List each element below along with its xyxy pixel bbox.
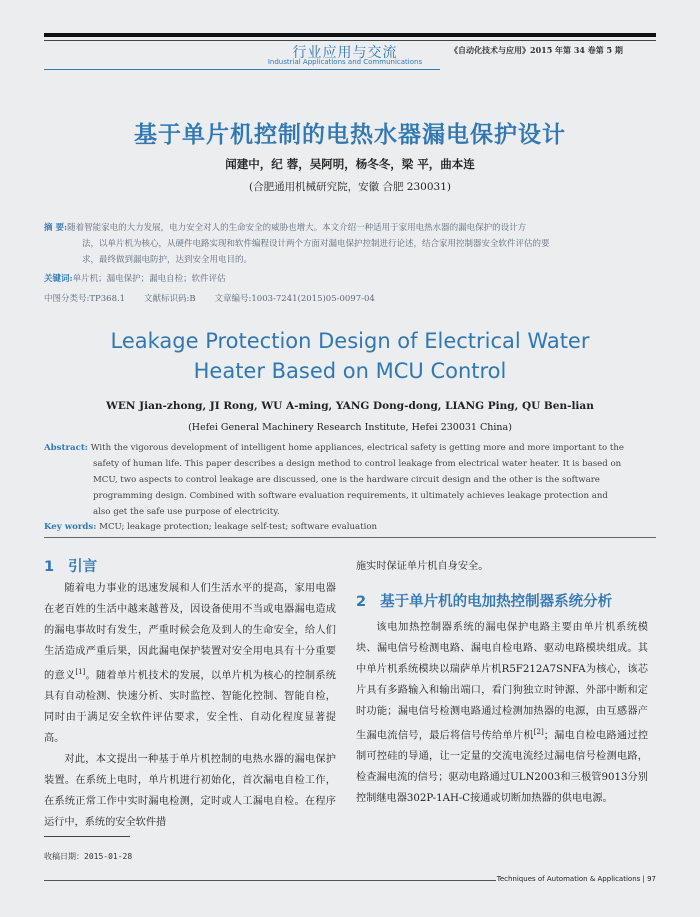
affiliation-en: (Hefei General Machinery Research Institute, Hefei 230031 China) <box>188 422 512 433</box>
abstract-en-label: Abstract: <box>44 443 88 453</box>
affiliation-cn: (合肥通用机械研究院，安徽 合肥 230031) <box>249 181 451 193</box>
header-top-bar <box>44 33 656 37</box>
section-number: 2 <box>356 594 367 610</box>
abstract-cn-line: 求，最终做到漏电防护，达到安全用电目的。 <box>82 255 253 265</box>
column-right <box>356 556 648 809</box>
section-number: 1 <box>44 559 55 575</box>
paper-title-en-line: Leakage Protection Design of Electrical Water <box>110 329 590 353</box>
column-subtitle: Industrial Applications and Communications <box>267 58 423 66</box>
header-top-rule <box>44 40 656 41</box>
body-paragraph <box>44 578 336 749</box>
header-sub-rule <box>44 69 440 70</box>
keywords-en-text: MCU; leakage protection; leakage self-test; software evaluation <box>99 522 378 532</box>
citation-ref: [1] <box>75 668 86 676</box>
body-paragraph: 施实时保证单片机自身安全。 <box>356 561 489 572</box>
keywords-en-label: Key words: <box>44 522 97 532</box>
abstract-divider <box>44 537 656 538</box>
keywords-cn-label: 关键词: <box>44 274 73 284</box>
abstract-en-line: safety of human life. This paper describes a design method to control leakage from electrical water heater. It is based on <box>93 459 622 469</box>
keywords-en <box>44 522 656 532</box>
abstract-cn-label: 摘 要: <box>44 223 68 233</box>
body-paragraph: 对此，本文提出一种基于单片机控制的电热水器的漏电保护装置。在系统上电时，单片机进行初始化，首次漏电自检工作，在系统正常工作中实时漏电检测，定时或人工漏电自检。在程序运行中，系统的安全软件措 <box>44 754 336 829</box>
abstract-en-line: programming design. Combined with software evaluation requirements, it ultimately achieves leakage protection and <box>93 491 608 501</box>
footer-rule <box>44 880 496 881</box>
paper-title-cn: 基于单片机控制的电热水器漏电保护设计 <box>134 122 566 148</box>
column-title: 行业应用与交流 <box>292 45 398 61</box>
footnote-rule <box>44 836 130 837</box>
section-title: 引言 <box>68 559 98 575</box>
page-footer: Techniques of Automation & Applications | 97 <box>496 875 656 883</box>
received-date: 收稿日期：2015-01-28 <box>44 852 133 861</box>
abstract-en <box>44 440 656 520</box>
abstract-cn-line: 法，以单片机为核心，从硬件电路实现和软件编程设计两个方面对漏电保护控制进行论述，结合家用控制器安全软件评估的要 <box>82 239 550 249</box>
authors-cn: 闻建中，纪 蓉，吴阿明，杨冬冬，梁 平，曲本连 <box>225 157 475 171</box>
paper-title-en-line: Heater Based on MCU Control <box>193 359 507 383</box>
body-paragraph <box>356 617 648 809</box>
keywords-cn <box>44 272 226 284</box>
body-text: 随着电力事业的迅速发展和人们生活水平的提高，家用电器在老百姓的生活中越来越普及，因设备使用不当或电器漏电造成的漏电事故时有发生，严重时候会危及到人的生命安全，给人们生活造成严重后果，因此漏电保护装置对安全用电具有十分重要的意义 <box>44 583 336 682</box>
body-text: 。随着单片机技术的发展，以单片机为核心的控制系统具有自动检测、快速分析、实时监控、智能化控制、智能自检，同时由于满足安全软件评估要求，安全性、自动化程度显著提高。 <box>44 670 336 745</box>
abstract-cn <box>44 220 656 268</box>
column-left <box>44 556 336 833</box>
body-text: ；漏电自检电路通过控制可控硅的导通，让一定量的交流电流经过漏电信号检测电路，检查漏电流的信号；驱动电路通过ULN2003和三极管9013分别控制继电器302P-1AH-C接通或切断加热器的供电电源。 <box>356 730 649 805</box>
abstract-en-line: MCU, two aspects to control leakage are discussed, one is the hardware circuit design and the other is the software <box>93 475 600 485</box>
body-text: 该电加热控制器系统的漏电保护电路主要由单片机系统模块、漏电信号检测电路、漏电自检电路、驱动电路模块组成。其中单片机系统模块以瑞萨单片机R5F212A7SNFA为核心，该芯片具有多路输入和输出端口，看门狗独立时钟源、外部中断和定时功能；漏电信号检测电路通过检测加热器的电源，由互感器产生漏电流信号，最后将信号传给单片机 <box>356 622 648 742</box>
citation-ref: [2] <box>533 728 544 736</box>
abstract-en-line: also get the safe use purpose of electricity. <box>93 507 280 517</box>
classification-cn: 中图分类号:TP368.1 文献标识码:B 文章编号:1003-7241(2015)05-0097-04 <box>44 294 375 304</box>
abstract-cn-line: 随着智能家电的大力发展，电力安全对人的生命安全的威胁也增大。本文介绍一种适用于家用电热水器的漏电保护的设计方 <box>67 223 527 233</box>
keywords-cn-text: 单片机；漏电保护；漏电自检；软件评估 <box>72 274 226 284</box>
paper-title-en <box>44 326 656 386</box>
section-heading <box>356 591 648 613</box>
abstract-en-line: With the vigorous development of intelligent home appliances, electrical safety is getting more and more important to the <box>90 443 624 453</box>
section-title: 基于单片机的电加热控制器系统分析 <box>380 594 613 610</box>
authors-en: WEN Jian-zhong, JI Rong, WU A-ming, YANG Dong-dong, LIANG Ping, QU Ben-lian <box>106 400 594 412</box>
journal-info: 《自动化技术与应用》2015 年第 34 卷第 5 期 <box>450 45 623 55</box>
section-heading <box>44 556 336 578</box>
